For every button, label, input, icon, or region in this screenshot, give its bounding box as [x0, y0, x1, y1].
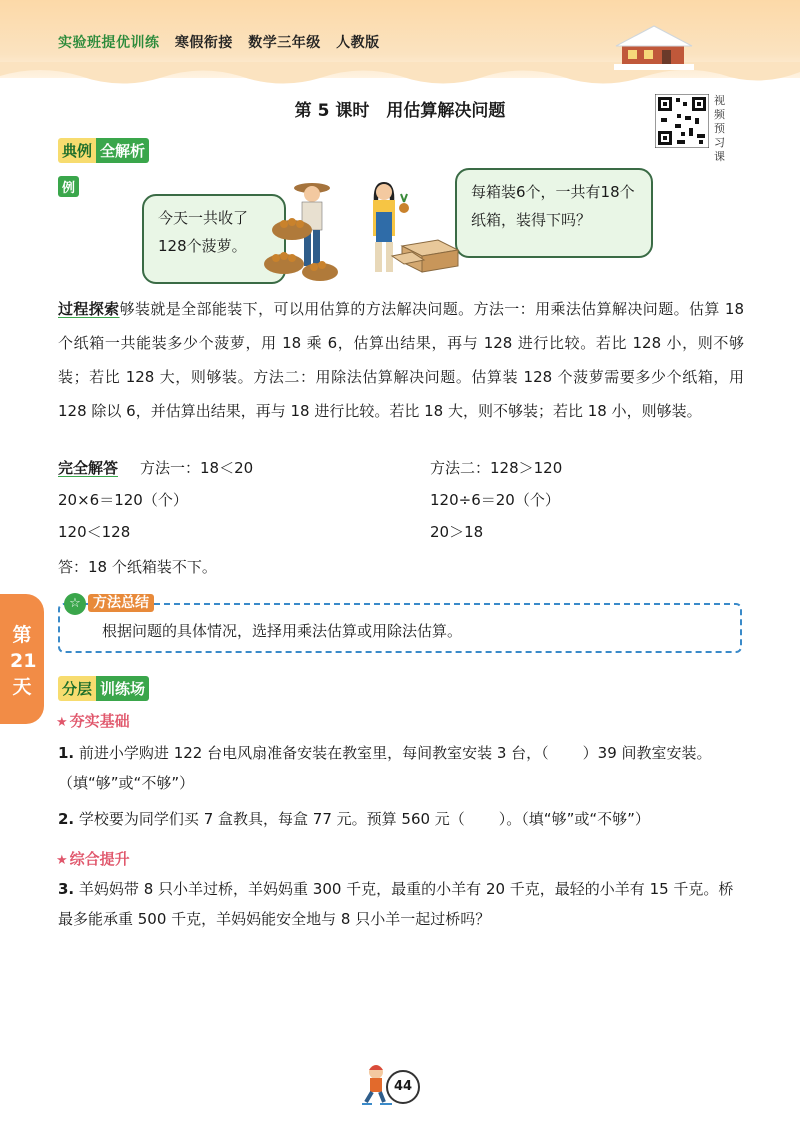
method-one-line-1: 方法一：18＜20 — [140, 459, 254, 477]
question-2-text-a: 学校要为同学们买 7 盒教具，每盒 77 元。预算 560 元（ — [78, 810, 465, 828]
speech-bubble-left: 今天一共收了128个菠萝。 — [142, 194, 286, 284]
method-summary-text: 根据问题的具体情况，选择用乘法估算或用除法估算。 — [102, 622, 463, 640]
practice-section-tag — [58, 676, 149, 701]
qr-label: 视频预习课 — [714, 94, 725, 163]
method-summary-tag — [64, 592, 154, 615]
question-1 — [58, 738, 748, 798]
question-3-number: 3. — [58, 880, 75, 898]
question-2 — [58, 804, 748, 834]
series-subject: 数学三年级 — [248, 35, 321, 51]
star-icon: ★ — [56, 715, 68, 730]
method-two-line-3: 20＞18 — [430, 523, 484, 541]
question-1-text-b: ）39 间教室安装。（填“够”或“不够”） — [58, 744, 712, 792]
question-2-number: 2. — [58, 810, 75, 828]
series-name: 实验班提优训练 — [58, 35, 160, 51]
example-section-tag — [58, 138, 149, 163]
method-one-line-2: 20×6＝120（个） — [58, 491, 188, 509]
series-edition: 人教版 — [336, 35, 380, 51]
question-2-text-b: ）。（填“够”或“不够”） — [498, 810, 650, 828]
advanced-heading-text: 综合提升 — [69, 850, 130, 868]
star-icon: ★ — [56, 853, 68, 868]
day-side-tab-label: 第21天 — [10, 624, 37, 698]
example-marker: 例 — [58, 176, 79, 197]
series-title — [58, 32, 380, 52]
answer-tag-label: 完全解答 — [58, 459, 119, 477]
page-number: 44 — [386, 1070, 420, 1104]
question-1-text-a: 前进小学购进 122 台电风扇准备安装在教室里，每间教室安装 3 台，（ — [78, 744, 549, 762]
method-summary-label: 方法总结 — [88, 594, 154, 612]
question-1-number: 1. — [58, 744, 75, 762]
practice-tag-a: 分层 — [58, 676, 96, 701]
explore-text: 够装就是全部能装下，可以用估算的方法解决问题。方法一：用乘法估算解决问题。估算 18 个纸箱一共能装多少个菠萝，用 18 乘 6，估算出结果，再与 128 进行比较。若比 128 小，则不够装；若比 128 大，则够装。方法二：用除法估算解决问题。估算装 128 个菠萝需要多少个纸箱，用 128 除以 6，并估算出结果，再与 18 进行比较。若比 18 大，则不够装；若比 18 小，则够装。 — [58, 300, 744, 420]
farmers-pineapple-illustration — [262, 168, 462, 286]
question-3 — [58, 874, 748, 934]
example-tag-b: 全解析 — [96, 138, 149, 163]
method-two-line-2: 120÷6＝20（个） — [430, 491, 560, 509]
explore-tag: 过程探索 — [58, 300, 120, 318]
method-two-line-1: 方法二：128＞120 — [430, 459, 563, 477]
star-icon: ☆ — [64, 593, 86, 615]
process-explanation — [58, 292, 744, 428]
basic-subsection-heading — [56, 710, 130, 731]
practice-tag-b: 训练场 — [96, 676, 149, 701]
lesson-title: 第 5 课时 用估算解决问题 — [294, 101, 506, 121]
snow-house-illustration — [614, 22, 694, 70]
example-tag-a: 典例 — [58, 138, 96, 163]
advanced-subsection-heading — [56, 848, 130, 869]
method-one-line-3: 120＜128 — [58, 523, 131, 541]
answer-tag — [58, 457, 118, 478]
speech-bubble-right: 每箱装6个，一共有18个纸箱，装得下吗？ — [455, 168, 653, 258]
qr-code[interactable] — [655, 94, 709, 148]
series-subtitle: 寒假衔接 — [174, 35, 233, 51]
final-answer: 答：18 个纸箱装不下。 — [58, 558, 217, 576]
basic-heading-text: 夯实基础 — [69, 712, 130, 730]
question-3-text: 羊妈妈带 8 只小羊过桥，羊妈妈重 300 千克，最重的小羊有 20 千克，最轻的小羊有 15 千克。桥最多能承重 500 千克，羊妈妈能安全地与 8 只小羊一起过桥吗？ — [58, 880, 734, 928]
